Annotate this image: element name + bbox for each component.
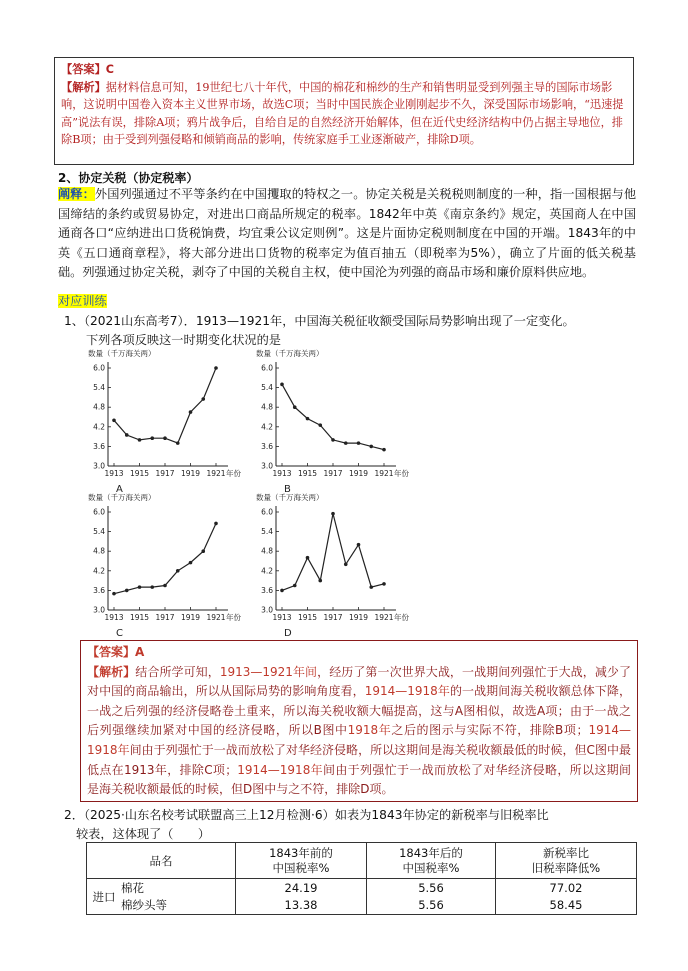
x-tick-label: 1915 (297, 469, 318, 478)
x-tick-label: 1917 (323, 469, 343, 478)
x-tick-label: 1921 (206, 469, 226, 478)
data-point (189, 410, 193, 414)
y-axis-label: 数量（千万海关两） (256, 493, 324, 502)
data-point (318, 423, 322, 427)
question-2-line2: 较表，这体现了（ ） (76, 826, 211, 841)
x-tick-label: 1919 (348, 469, 369, 478)
y-tick-label: 3.0 (93, 461, 105, 471)
y-tick-label: 4.8 (261, 402, 273, 412)
y-tick-label: 3.6 (93, 585, 105, 595)
x-axis-label: 年份 (226, 469, 241, 478)
y-tick-label: 6.0 (93, 507, 105, 517)
data-point (357, 441, 361, 445)
question-1 (64, 312, 644, 350)
y-tick-label: 3.0 (261, 605, 273, 615)
table-header-after: 1843年后的 中国税率% (367, 843, 496, 879)
table-cell-drop: 77.02 (496, 879, 637, 897)
y-tick-label: 4.8 (261, 546, 273, 556)
x-tick-label: 1921 (374, 469, 394, 478)
x-tick-label: 1915 (129, 613, 150, 622)
tax-table (86, 842, 637, 915)
data-point (176, 441, 180, 445)
data-point (189, 561, 193, 565)
x-tick-label: 1913 (104, 469, 124, 478)
table-cell-name: 棉纱头等 (121, 897, 236, 915)
table-row (87, 897, 637, 915)
data-point (280, 589, 284, 593)
data-point (369, 445, 373, 449)
data-point (382, 448, 386, 452)
question-1-line2: 下列各项反映这一时期变化状况的是 (86, 333, 281, 347)
table-cell-before: 13.38 (236, 897, 367, 915)
explain-text: 外国列强通过不平等条约在中国攫取的特权之一。协定关税是关税税则制度的一种，指一国根据与他国缔结的条约或贸易协定，对进出口商品所规定的税率。1842年中英《南京条约》规定，英国商人在中国通商各口“应纳进出口货税饷费，均宜秉公议定则例”。这是片面协定税则制度在中国的开端。1843年的中英《五口通商章程》，将大部分进出口货物的税率定为值百抽五（即税率为5%），确立了片面的低关税基础。列强通过协定关税，剥夺了中国的关税自主权，使中国沦为列强的商品市场和廉价原料供应地。 (58, 187, 637, 280)
data-point (138, 438, 142, 442)
chart-letter: B (284, 484, 291, 495)
data-point (344, 562, 348, 566)
chart-d (252, 490, 422, 640)
x-tick-label: 1919 (180, 613, 201, 622)
data-point (331, 512, 335, 516)
y-axis-label: 数量（千万海关两） (88, 493, 156, 502)
x-tick-label: 1913 (104, 613, 124, 622)
data-point (331, 438, 335, 442)
x-tick-label: 1915 (297, 613, 318, 622)
x-axis-label: 年份 (226, 613, 241, 622)
section-title: 2、协定关税（协定税率） (58, 171, 199, 185)
x-tick-label: 1913 (272, 469, 292, 478)
data-point (201, 549, 205, 553)
answer-value: C (105, 63, 114, 76)
chart-letter: C (116, 628, 123, 639)
series-line (114, 523, 216, 593)
y-tick-label: 4.2 (261, 422, 273, 432)
x-tick-label: 1917 (155, 469, 175, 478)
y-axis-label: 数量（千万海关两） (256, 349, 324, 358)
y-tick-label: 4.2 (93, 566, 105, 576)
data-point (214, 366, 218, 370)
y-tick-label: 5.4 (261, 527, 273, 537)
y-tick-label: 3.6 (261, 585, 273, 595)
data-point (125, 589, 129, 593)
y-tick-label: 3.0 (261, 461, 273, 471)
answer-box-previous (54, 57, 634, 165)
table-header-drop: 新税率比 旧税率降低% (496, 843, 637, 879)
answer-label: 【答案】 (61, 63, 106, 76)
y-axis-label: 数量（千万海关两） (88, 349, 156, 358)
chart-b (252, 346, 422, 496)
series-line (114, 368, 216, 443)
data-point (369, 585, 373, 589)
question-2-line1: 2．（2025·山东名校考试联盟高三上12月检测·6）如表为1843年协定的新税率与旧税率比 (64, 808, 549, 822)
data-point (214, 522, 218, 526)
chart-letter: A (116, 484, 123, 495)
table-header-before: 1843年前的 中国税率% (236, 843, 367, 879)
y-tick-label: 4.2 (261, 566, 273, 576)
explain-paragraph (58, 185, 636, 283)
data-point (163, 436, 167, 440)
data-point (201, 397, 205, 401)
training-label: 对应训练 (58, 294, 107, 308)
explain-label: 阐释： (58, 187, 95, 201)
answer2-value: A (135, 645, 145, 659)
chart-a (84, 346, 254, 496)
analysis2-label: 【解析】 (87, 664, 136, 679)
x-tick-label: 1919 (180, 469, 201, 478)
y-tick-label: 5.4 (93, 527, 105, 537)
data-point (112, 592, 116, 596)
data-point (176, 569, 180, 573)
table-header-row (87, 843, 637, 879)
table-cell-drop: 58.45 (496, 897, 637, 915)
x-tick-label: 1915 (129, 469, 150, 478)
question-1-line1: 1、（2021山东高考7）．1913—1921年，中国海关税征收额受国际局势影响出现了一定变化。 (64, 314, 575, 328)
x-axis-label: 年份 (394, 613, 409, 622)
x-tick-label: 1917 (155, 613, 175, 622)
chart-c (84, 490, 254, 640)
x-axis-label: 年份 (394, 469, 409, 478)
data-point (382, 582, 386, 586)
y-tick-label: 4.8 (93, 402, 105, 412)
data-point (163, 584, 167, 588)
y-tick-label: 3.6 (261, 441, 273, 451)
y-tick-label: 5.4 (261, 383, 273, 393)
answer2-label: 【答案】 (87, 645, 136, 659)
data-point (150, 436, 154, 440)
table-cell-name: 棉花 (121, 879, 236, 897)
table-cell-before: 24.19 (236, 879, 367, 897)
series-line (282, 514, 384, 591)
x-tick-label: 1921 (374, 613, 394, 622)
y-tick-label: 4.8 (93, 546, 105, 556)
data-point (138, 585, 142, 589)
table-header-name: 品名 (87, 843, 236, 879)
x-tick-label: 1917 (323, 613, 343, 622)
data-point (112, 418, 116, 422)
table-cell-after: 5.56 (367, 879, 496, 897)
chart-letter: D (284, 628, 292, 639)
data-point (318, 579, 322, 583)
data-point (280, 383, 284, 387)
table-group-cell: 进口 (87, 879, 122, 915)
answer-box-q1: 【答案】A 【解析】结合所学可知，1913—1921年间，经历了第一次世界大战，一战期间列强忙于大战，减少了对中国的商品输出，所以从国际局势的影响角度看，1914—1918年的一战期间海关税收额总体下降，一战之后列强的经济侵略卷土重来，所以海关税收额大幅提高，这与A图相似，故选A项；由于一战之后列强继续加紧对中国的经济侵略，所以B图中1918年之后的图示与实际不符，排除B项；1914—1918年间由于列强忙于一战而放松了对华经济侵略，所以这期间是海关税收额最低的时候，但C图中最低点在1913年，排除C项；1914—1918年间由于列强忙于一战而放松了对华经济侵略，所以这期间是海关税收额最低的时候，但D图中与之不符，排除D项。 (80, 640, 638, 802)
y-tick-label: 4.2 (93, 422, 105, 432)
y-tick-label: 6.0 (93, 363, 105, 373)
data-point (344, 441, 348, 445)
data-point (306, 417, 310, 421)
data-point (293, 405, 297, 409)
y-tick-label: 3.6 (93, 441, 105, 451)
y-tick-label: 6.0 (261, 507, 273, 517)
data-point (150, 585, 154, 589)
y-tick-label: 3.0 (93, 605, 105, 615)
analysis-label: 【解析】 (61, 80, 106, 94)
data-point (125, 433, 129, 437)
table-cell-after: 5.56 (367, 897, 496, 915)
x-tick-label: 1919 (348, 613, 369, 622)
x-tick-label: 1921 (206, 613, 226, 622)
data-point (306, 556, 310, 560)
y-tick-label: 5.4 (93, 383, 105, 393)
x-tick-label: 1913 (272, 613, 292, 622)
analysis-text: 据材料信息可知，19世纪七八十年代，中国的棉花和棉纱的生产和销售明显受到列强主导的国际市场影响，这说明中国卷入资本主义世界市场，故选C项；当时中国民族企业刚刚起步不久，深受国际市场影响，“迅速提高”说法有误，排除A项；鸦片战争后，自给自足的自然经济开始解体，但在近代史经济结构中仍占据主导地位，排除B项；由于受到列强侵略和倾销商品的影响，传统家庭手工业逐渐破产，排除D项。 (61, 80, 624, 146)
y-tick-label: 6.0 (261, 363, 273, 373)
data-point (357, 543, 361, 547)
table-row (87, 879, 637, 897)
question-2 (64, 806, 644, 843)
data-point (293, 584, 297, 588)
